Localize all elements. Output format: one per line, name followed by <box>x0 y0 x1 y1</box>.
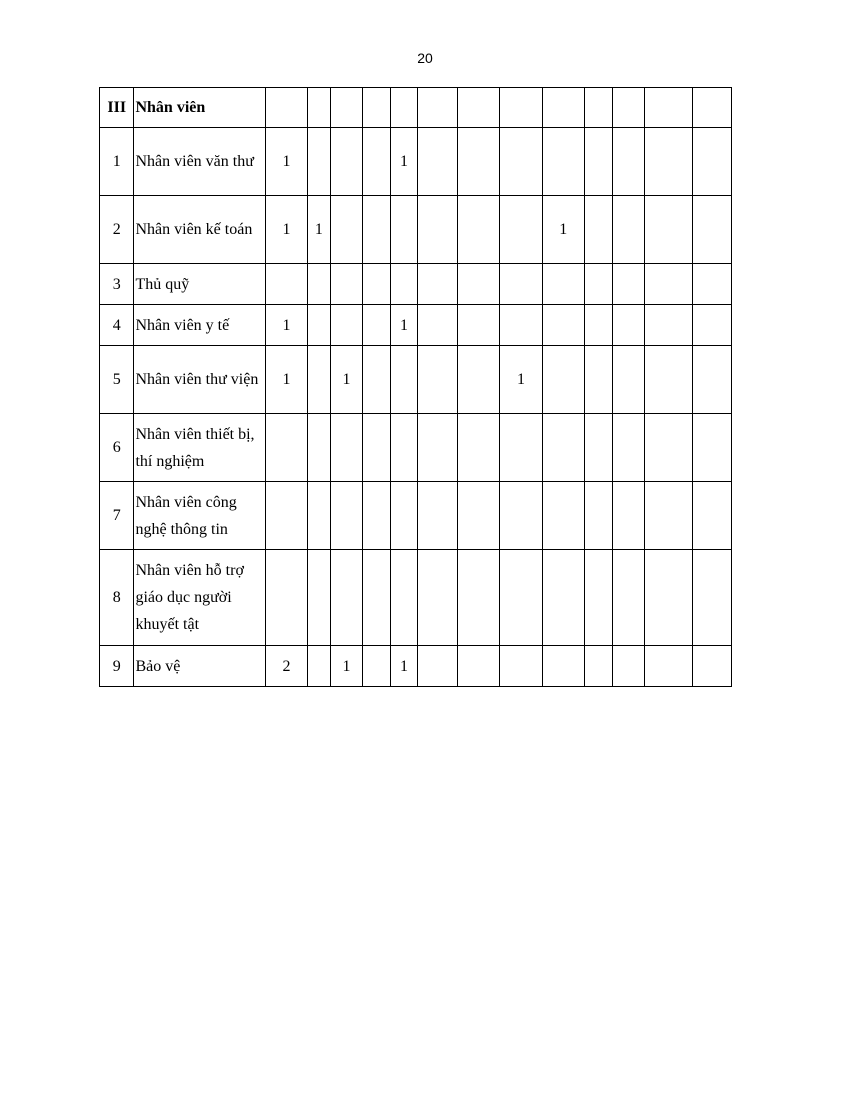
table-cell <box>612 414 644 482</box>
staff-position-name: Bảo vệ <box>134 646 266 687</box>
table-cell <box>693 196 732 264</box>
table-cell <box>363 128 391 196</box>
row-number: 9 <box>100 646 134 687</box>
table-cell <box>693 346 732 414</box>
table-cell <box>363 482 391 550</box>
table-cell <box>458 305 500 346</box>
table-cell <box>266 264 308 305</box>
table-cell <box>542 346 584 414</box>
table-cell: 1 <box>330 346 362 414</box>
table-cell <box>363 646 391 687</box>
table-cell <box>584 88 612 128</box>
table-cell <box>693 88 732 128</box>
table-cell <box>542 646 584 687</box>
staff-position-name: Nhân viên y tế <box>134 305 266 346</box>
table-cell <box>307 264 330 305</box>
table-cell <box>307 88 330 128</box>
table-cell <box>307 646 330 687</box>
table-cell <box>363 550 391 646</box>
table-cell <box>363 264 391 305</box>
staff-position-name: Nhân viên hỗ trợ giáo dục người khuyết tật <box>134 550 266 646</box>
table-cell <box>330 550 362 646</box>
table-cell <box>584 264 612 305</box>
table-cell <box>542 128 584 196</box>
table-cell <box>266 88 308 128</box>
table-cell: 1 <box>266 305 308 346</box>
table-cell <box>458 414 500 482</box>
table-cell <box>612 482 644 550</box>
table-cell: 1 <box>391 128 417 196</box>
table-cell <box>330 305 362 346</box>
row-number: 8 <box>100 550 134 646</box>
table-cell <box>645 305 693 346</box>
table-cell <box>500 264 543 305</box>
table-cell <box>612 196 644 264</box>
section-row <box>100 88 732 128</box>
table-cell <box>307 414 330 482</box>
table-cell <box>307 550 330 646</box>
table-cell <box>417 88 458 128</box>
row-number: 3 <box>100 264 134 305</box>
table-cell <box>307 305 330 346</box>
table-cell <box>584 482 612 550</box>
table-cell <box>584 550 612 646</box>
table-cell: 2 <box>266 646 308 687</box>
table-cell <box>542 550 584 646</box>
table-cell <box>307 346 330 414</box>
table-cell <box>500 646 543 687</box>
row-number: 5 <box>100 346 134 414</box>
table-cell <box>584 414 612 482</box>
table-cell <box>458 550 500 646</box>
section-index: III <box>100 88 134 128</box>
table-cell <box>330 482 362 550</box>
row-number: 7 <box>100 482 134 550</box>
table-cell <box>542 482 584 550</box>
table-cell <box>391 482 417 550</box>
table-cell <box>693 482 732 550</box>
table-cell <box>612 646 644 687</box>
staff-position-name: Nhân viên kế toán <box>134 196 266 264</box>
table-cell <box>612 128 644 196</box>
table-cell <box>693 550 732 646</box>
table-cell <box>417 646 458 687</box>
table-cell <box>307 128 330 196</box>
table-cell <box>584 646 612 687</box>
table-cell <box>693 264 732 305</box>
table-cell <box>645 264 693 305</box>
table-cell <box>363 414 391 482</box>
table-cell <box>391 550 417 646</box>
table-row <box>100 305 732 346</box>
staff-position-name: Nhân viên thư viện <box>134 346 266 414</box>
table-cell <box>693 305 732 346</box>
row-number: 4 <box>100 305 134 346</box>
table-cell <box>542 414 584 482</box>
table-row <box>100 128 732 196</box>
table-cell <box>645 550 693 646</box>
staff-position-name: Nhân viên công nghệ thông tin <box>134 482 266 550</box>
table-cell <box>542 264 584 305</box>
table-cell <box>458 646 500 687</box>
table-cell <box>500 88 543 128</box>
table-cell <box>363 346 391 414</box>
table-cell <box>693 646 732 687</box>
table-cell <box>391 88 417 128</box>
table-row <box>100 550 732 646</box>
table-cell: 1 <box>266 128 308 196</box>
table-cell <box>417 128 458 196</box>
page-number: 20 <box>417 50 433 66</box>
table-cell <box>417 264 458 305</box>
table-cell <box>330 88 362 128</box>
table-cell <box>693 128 732 196</box>
table-cell <box>458 196 500 264</box>
table-cell <box>417 482 458 550</box>
table-cell <box>417 305 458 346</box>
table-cell: 1 <box>391 646 417 687</box>
table-cell <box>391 346 417 414</box>
table-cell <box>542 88 584 128</box>
table-cell <box>417 550 458 646</box>
table-cell <box>363 196 391 264</box>
table-cell <box>458 88 500 128</box>
table-cell <box>266 550 308 646</box>
table-cell <box>391 196 417 264</box>
table-cell <box>417 346 458 414</box>
table-cell <box>500 550 543 646</box>
table-cell <box>645 128 693 196</box>
table-cell <box>612 550 644 646</box>
row-number: 1 <box>100 128 134 196</box>
table-cell: 1 <box>330 646 362 687</box>
table-cell <box>500 482 543 550</box>
table-cell <box>363 305 391 346</box>
table-cell <box>542 305 584 346</box>
table-cell <box>363 88 391 128</box>
table-cell <box>584 346 612 414</box>
table-cell <box>417 414 458 482</box>
table-cell <box>645 414 693 482</box>
table-row <box>100 264 732 305</box>
table-cell <box>330 264 362 305</box>
table-cell: 1 <box>391 305 417 346</box>
table-row <box>100 346 732 414</box>
staff-position-name: Nhân viên thiết bị, thí nghiệm <box>134 414 266 482</box>
table-cell <box>612 264 644 305</box>
table-cell <box>500 305 543 346</box>
table-cell <box>500 196 543 264</box>
table-row <box>100 414 732 482</box>
table-cell <box>612 88 644 128</box>
table-cell <box>391 264 417 305</box>
table-cell <box>645 88 693 128</box>
table-cell <box>458 482 500 550</box>
table-cell <box>266 414 308 482</box>
row-number: 6 <box>100 414 134 482</box>
table-cell <box>266 482 308 550</box>
staff-table <box>99 87 732 687</box>
table-row <box>100 646 732 687</box>
table-cell: 1 <box>266 196 308 264</box>
table-cell <box>645 196 693 264</box>
table-cell <box>584 196 612 264</box>
table-cell: 1 <box>307 196 330 264</box>
section-title: Nhân viên <box>134 88 266 128</box>
table-cell <box>584 305 612 346</box>
table-row <box>100 196 732 264</box>
table-body <box>100 88 732 687</box>
table-cell <box>458 264 500 305</box>
table-cell <box>645 646 693 687</box>
table-cell <box>330 196 362 264</box>
table-cell <box>458 346 500 414</box>
table-row <box>100 482 732 550</box>
table-cell <box>307 482 330 550</box>
table-cell <box>500 414 543 482</box>
table-cell <box>458 128 500 196</box>
table-cell <box>391 414 417 482</box>
table-cell <box>612 305 644 346</box>
table-cell <box>645 346 693 414</box>
table-cell <box>645 482 693 550</box>
table-cell <box>330 128 362 196</box>
table-cell: 1 <box>266 346 308 414</box>
row-number: 2 <box>100 196 134 264</box>
table-cell <box>612 346 644 414</box>
table-cell: 1 <box>500 346 543 414</box>
table-cell <box>500 128 543 196</box>
table-cell <box>693 414 732 482</box>
staff-position-name: Nhân viên văn thư <box>134 128 266 196</box>
table-cell <box>417 196 458 264</box>
table-cell <box>330 414 362 482</box>
table-cell <box>584 128 612 196</box>
table-cell: 1 <box>542 196 584 264</box>
staff-position-name: Thủ quỹ <box>134 264 266 305</box>
